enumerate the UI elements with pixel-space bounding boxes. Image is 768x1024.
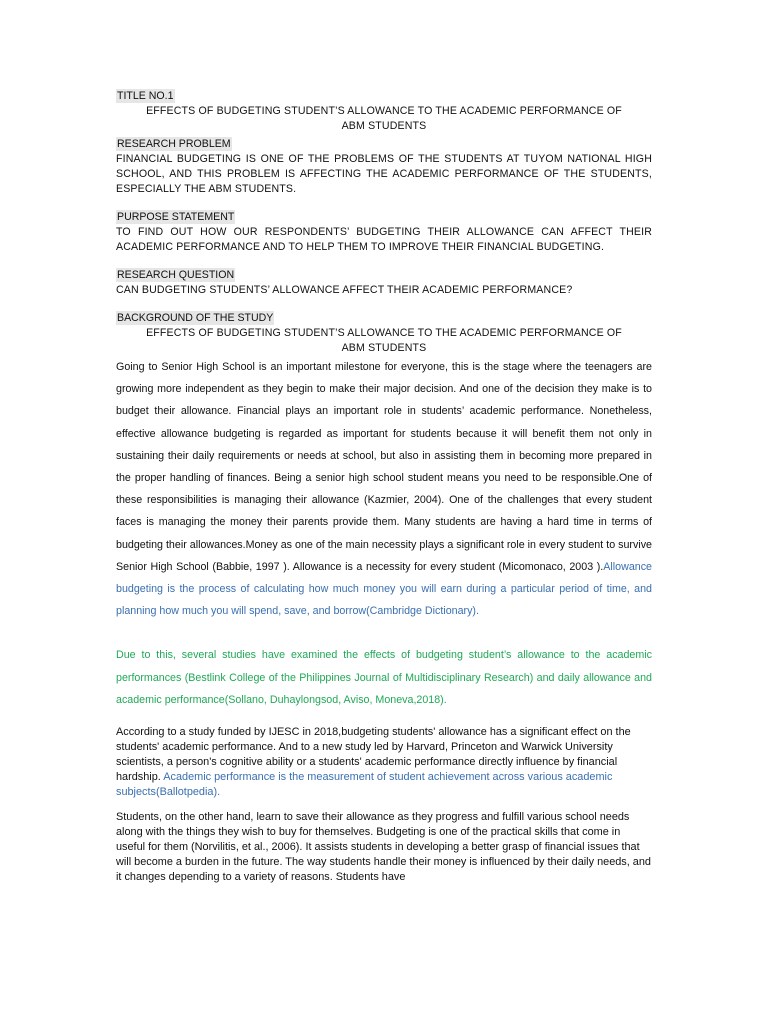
purpose-statement-text: TO FIND OUT HOW OUR RESPONDENTS’ BUDGETING THEIR ALLOWANCE CAN AFFECT THEIR ACADEMIC PERFORMANCE AND TO HELP THEM TO IMPROVE THEIR FINANCIAL BUDGETING.	[116, 226, 652, 253]
paragraph-1-definition: Allowance budgeting is the process of calculating how much money you will earn during a particular period of time, and planning how much you will spend, save, and borrow(Cambridge Dictionary).	[116, 560, 652, 618]
research-problem-label: RESEARCH PROBLEM	[117, 138, 231, 150]
background-title: EFFECTS OF BUDGETING STUDENT’S ALLOWANCE TO THE ACADEMIC PERFORMANCE OF ABM STUDENTS	[146, 327, 622, 354]
title-label: TITLE NO.1	[117, 90, 174, 102]
paragraph-3-definition: Academic performance is the measurement of student achievement across various academic subjects(Ballotpedia).	[116, 771, 613, 799]
background-paragraph-4: Students, on the other hand, learn to save their allowance as they progress and fulfill various school needs along with the things they wish to buy for themselves. Budgeting is one of the practical skills that come in useful for them (Norvilitis, et al., 2006). It assists students in developing a better grasp of financial issues that will become a burden in the future. The way students handle their money is influenced by their daily needs, and it changes depending to a variety of reasons. Students have	[116, 810, 651, 883]
title-section	[116, 86, 652, 134]
document-page	[116, 86, 652, 885]
background-paragraph-1	[116, 356, 652, 622]
paragraph-1-text: Going to Senior High School is an important milestone for everyone, this is the stage where the teenagers are growing more independent as they begin to make their major decision. And one of the decision they make is to budget their allowance. Financial plays an important role in students’ academic performance. Nonetheless, effective allowance budgeting is regarded as important for students because it will benefit them not only in sustaining their daily requirements or needs at school, but also in assisting them in becoming more prepared in the proper handling of finances. Being a senior high school student means you need to be responsible.One of these responsibilities is managing their allowance (Kazmier, 2004). One of the challenges that every student faces is managing the money their parents provide them. Many students are having a hard time in terms of budgeting their allowances.Money as one of the main necessity plays a significant role in every student to survive Senior High School (Babbie, 1997 ). Allowance is a necessity for every student (Micomonaco, 2003 ).	[116, 361, 652, 573]
research-question-text: CAN BUDGETING STUDENTS’ ALLOWANCE AFFECT THEIR ACADEMIC PERFORMANCE?	[116, 284, 573, 296]
paragraph-3-text: According to a study funded by IJESC in 2018,budgeting students' allowance has a significant effect on the students' academic performance. And to a new study led by Harvard, Princeton and Warwick University scientists, a person's cognitive ability or a students' academic performance directly influence by financial hardship.	[116, 726, 631, 784]
purpose-statement-label: PURPOSE STATEMENT	[117, 211, 235, 223]
purpose-statement-section	[116, 207, 652, 255]
background-label: BACKGROUND OF THE STUDY	[117, 312, 274, 324]
background-paragraph-3	[116, 725, 652, 800]
background-section	[116, 308, 652, 885]
research-question-label: RESEARCH QUESTION	[117, 269, 235, 281]
title-text: EFFECTS OF BUDGETING STUDENT’S ALLOWANCE TO THE ACADEMIC PERFORMANCE OF ABM STUDENTS	[146, 105, 622, 132]
research-problem-text: FINANCIAL BUDGETING IS ONE OF THE PROBLEMS OF THE STUDENTS AT TUYOM NATIONAL HIGH SCHOOL, AND THIS PROBLEM IS AFFECTING THE ACADEMIC PERFORMANCE OF THE STUDENTS, ESPECIALLY THE ABM STUDENTS.	[116, 153, 652, 195]
background-paragraph-2: Due to this, several studies have examined the effects of budgeting student’s allowance to the academic performances (Bestlink College of the Philippines Journal of Multidisciplinary Research) and daily allowance and academic performance(Sollano, Duhaylongsod, Aviso, Moneva,2018).	[116, 649, 652, 706]
research-problem-section	[116, 134, 652, 197]
research-question-section	[116, 265, 652, 298]
